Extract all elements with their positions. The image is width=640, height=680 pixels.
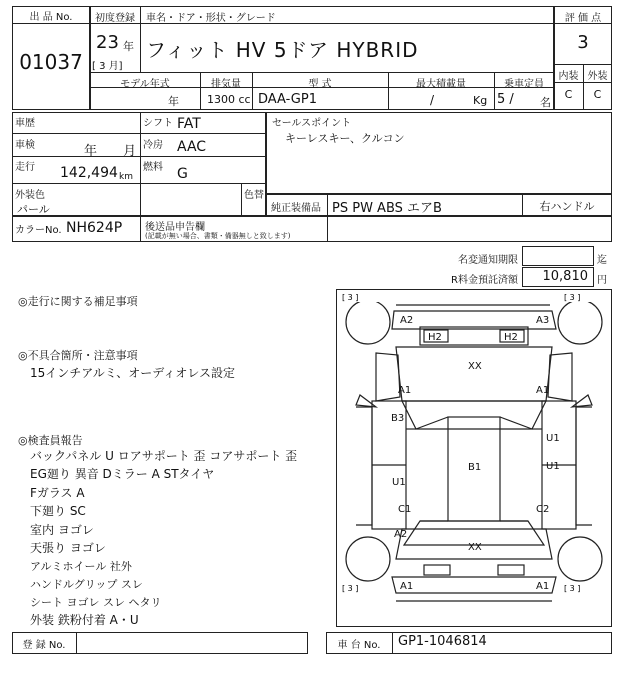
- max-load-unit: Kg: [473, 94, 488, 107]
- inspector-line: バックパネル U ロアサポート 歪 コアサポート 歪: [30, 449, 298, 463]
- mark-rear-bumper-right: A1: [536, 581, 550, 592]
- inspector-line: 天張り ヨゴレ: [30, 541, 106, 555]
- inspector-report-label: ◎検査員報告: [18, 434, 83, 447]
- rating-value: 3: [577, 32, 589, 53]
- fuel-label: 燃料: [143, 162, 163, 173]
- exterior-label: 外装: [587, 71, 608, 82]
- aftermarket-note: (記載が無い場合、書類・備器無しと致します): [145, 232, 291, 240]
- mark-rear-bumper-left: A1: [400, 581, 414, 592]
- defects-label: ◎不具合箇所・注意事項: [18, 349, 138, 362]
- equipment-value: PS PW ABS エアB: [332, 201, 442, 216]
- mark-left-rear-door: U1: [392, 477, 406, 488]
- car-name-label: 車名・ドア・形状・グレード: [146, 13, 276, 24]
- displacement-label: 排気量: [211, 79, 241, 90]
- mark-front-fender-right: A1: [536, 385, 550, 396]
- mark-front-bumper-right: A3: [536, 315, 550, 326]
- chassis-no-label: 車 台 No.: [337, 640, 381, 651]
- name-change-deadline-label: 名変通知期限: [458, 255, 518, 266]
- color-change-label: 色替: [244, 190, 264, 201]
- sales-point-label: セールスポイント: [272, 118, 352, 129]
- type-value: DAA-GP1: [258, 92, 317, 107]
- capacity-value: 5 /: [497, 92, 514, 107]
- mileage-unit: km: [119, 172, 133, 182]
- mark-left-quarter-c: C1: [398, 504, 412, 515]
- tire-mark-rear-left: [ 3 ]: [342, 584, 359, 593]
- inspector-line: シート ヨゴレ スレ ヘタリ: [30, 596, 162, 609]
- aftermarket-label: 後送品申告欄: [145, 222, 205, 233]
- tire-front-left: [346, 300, 390, 344]
- fuel-value: G: [177, 166, 188, 182]
- exterior-grade: C: [593, 88, 602, 101]
- inspector-line: Fガラス A: [30, 486, 85, 500]
- model-year-label: モデル年式: [120, 79, 170, 90]
- shift-value: FAT: [177, 116, 201, 132]
- inspector-line: EG廻り 異音 Dミラー A STタイヤ: [30, 467, 215, 481]
- inspection-value: 年 月: [84, 144, 137, 159]
- inspector-line: アルミホイール 社外: [30, 560, 132, 573]
- inspector-line: 外装 鉄粉付着 A・U: [30, 613, 139, 627]
- mark-left-quarter-a: A2: [394, 529, 408, 540]
- mark-right-quarter-c: C2: [536, 504, 550, 515]
- capacity-unit: 名: [540, 96, 551, 109]
- recycle-fee-unit: 円: [597, 275, 607, 286]
- recycle-fee-label: R料金預託済額: [451, 275, 518, 286]
- tire-front-right: [558, 300, 602, 344]
- mark-roof: B1: [468, 462, 482, 473]
- ext-color-label: 外装色: [15, 190, 45, 201]
- mark-h2-left: H2: [428, 332, 442, 343]
- mark-right-rear-door: U1: [546, 461, 560, 472]
- first-registration-year: 23: [96, 32, 119, 53]
- tire-rear-right: [558, 537, 602, 581]
- defects-text: 15インチアルミ、オーディオレス設定: [30, 366, 235, 380]
- tire-mark-front-right: [ 3 ]: [564, 293, 581, 302]
- tire-mark-rear-right: [ 3 ]: [564, 584, 581, 593]
- history-label: 車歴: [15, 118, 35, 129]
- mileage-label: 走行: [15, 162, 35, 173]
- rear-bumper: [392, 577, 556, 593]
- mark-front-fender-left: A1: [398, 385, 412, 396]
- displacement-value: 1300 cc: [207, 93, 251, 106]
- car-diagram: [336, 289, 612, 627]
- mark-left-front-door: B3: [391, 413, 405, 424]
- hood-outline: [396, 347, 552, 401]
- ac-value: AAC: [177, 139, 207, 155]
- inspection-label: 車検: [15, 140, 35, 151]
- mileage-value: 142,494: [60, 165, 118, 181]
- sales-point-value: キーレスキー、クルコン: [285, 132, 405, 145]
- color-no-value: NH624P: [66, 220, 123, 236]
- mark-hood: XX: [468, 361, 482, 372]
- ext-color-value: パール: [17, 203, 50, 216]
- inspector-line: 室内 ヨゴレ: [30, 523, 94, 537]
- lot-label: 出 品 No.: [29, 12, 73, 23]
- inspector-line: ハンドルグリップ スレ: [30, 578, 143, 591]
- mark-front-bumper-left: A2: [400, 315, 414, 326]
- max-load-label: 最大積載量: [416, 79, 466, 90]
- interior-label: 内装: [558, 71, 579, 82]
- type-label: 型 式: [308, 79, 332, 90]
- ac-label: 冷房: [143, 140, 163, 151]
- name-change-unit: 迄: [597, 255, 607, 266]
- mark-right-front-door: U1: [546, 433, 560, 444]
- chassis-no-value: GP1-1046814: [398, 634, 487, 649]
- details-box: [12, 112, 266, 216]
- inspector-line: 下廻り SC: [30, 504, 86, 518]
- max-load-slash: /: [430, 93, 435, 107]
- car-name: フィット HV 5ドア HYBRID: [146, 38, 419, 62]
- equipment-label: 純正装備品: [271, 203, 321, 214]
- capacity-label: 乗車定員: [504, 79, 544, 90]
- first-registration-label: 初度登録: [95, 13, 135, 24]
- mark-h2-right: H2: [504, 332, 518, 343]
- interior-grade: C: [564, 88, 573, 101]
- front-bumper: [392, 311, 556, 329]
- first-registration-month: [ 3 月]: [92, 61, 123, 72]
- driving-notes-label: ◎走行に関する補足事項: [18, 295, 138, 308]
- rating-label: 評 価 点: [564, 13, 602, 24]
- handle-value: 右ハンドル: [539, 200, 595, 213]
- recycle-fee-value: 10,810: [542, 269, 588, 284]
- year-unit: 年: [123, 40, 134, 53]
- tire-mark-front-left: [ 3 ]: [342, 293, 359, 302]
- registration-no-label: 登 録 No.: [22, 640, 66, 651]
- mark-trunk: XX: [468, 542, 482, 553]
- tire-rear-left: [346, 537, 390, 581]
- model-year-unit: 年: [168, 95, 179, 108]
- shift-label: シフト: [143, 118, 173, 129]
- color-no-label: カラーNo.: [15, 225, 62, 236]
- lot-number: 01037: [19, 50, 83, 74]
- name-change-deadline-box: [522, 246, 594, 266]
